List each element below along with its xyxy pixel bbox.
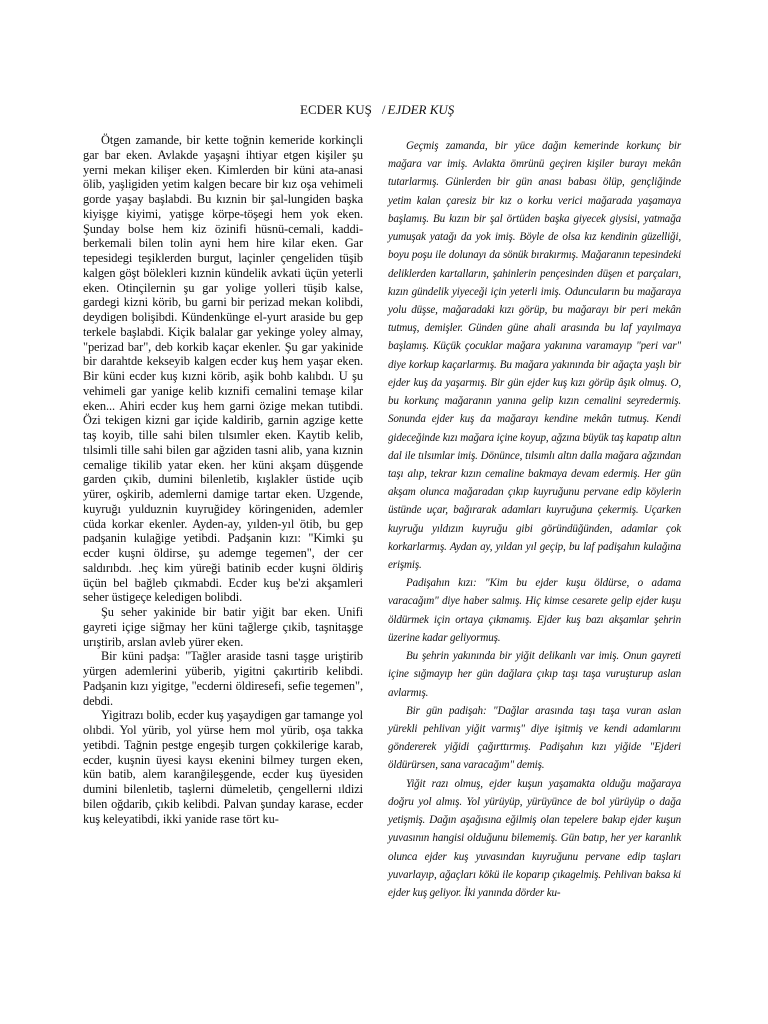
left-paragraph: Ötgen zamande, bir kette toğnin kemeride korkinçli gar bar eken. Avlakde yaşaşni ihtiyar etgen kişiler şu yerni mekan kilişer eken. Kimlerden bir küni ata-anasi ölib, yaşligiden yetim kalgen becare bir kız oşa vehimeli gorde yaşay başlabdi. Bu kıznin bir şal-lungiden başka kiyişge kiyimi, yatişge körpe-töşegi hem yok eken. Şunday bolse hem kiz özinifi hüsnü-cemali, kaddi-berkemali bilen tolin ayni hem hire kilar eken. Gar tepesidegi teşiklerden burgut, laçinler çengeliden tüşib kalgen göşt bölekleri kıznin kündelik avkati üçün yeterli eken. Otinçilernin şu gar yolige yolleri tüşib kalse, gardegi kizni körib, bu garni bir perizad mekan kolibdi, deydigen bolişibdi. Kündenkünge el-yurt araside bu gep terkele başlabdi. Kiçik balalar gar yekinge yoley almay, "perizad bar", deb korkib kaçar ekenler. Şu gar yakinide bir darahtde kekseyib kalgen ecder kuş hem yaşar eken. Bir küni ecder kuş kızni körib, aşik bohb kalıbdı. U şu vehimeli gar yanige kelib kıznifi cemalini temaşe kilar eken... Ahiri ecder kuş hem garni özige mekan tutibdi. Özi tekigen kizni gar içide kaldirib, garnin agzige kette taş koyib, tille sahi bilen tılsımler eken. Kaytib kelib, tılsimli tille sahi bilen gar ağziden tasni alib, yana kıznin cemalige tikilib yatar eken. her küni akşam düşgende garden çıkib, dumini bilenletib, kışlakler üstide uçib yürer, oşkirib, ademlerni damige tartar eken. Uzgende, kuyruğı yulduznin kuyruğidey köringeniden, ademler cüda korkar ekenler. Ayden-ay, yılden-yıl ötib, bu gep padşanin kulağige yetibdi. Padşanin kızı: "Kimki şu ecder kuşni öldirse, şu ademge tegemen", der cer saldırıbdı. .heç kim yüreği batinib ecder kuşni öldiriş üçün bel bağleb çıkmabdi. Ecder kuş be'zi akşamleri seher üstigeçe keledigen bolibdi. xyxy=(83,133,363,605)
left-title: ECDER KUŞ xyxy=(300,102,372,117)
page-header xyxy=(300,102,560,118)
left-paragraph: Bir küni padşa: "Tağler araside tasni taşge uriştirib yürgen ademlerini yüberib, yigitni çakırtirib kelibdi. Padşanin kızı yigitge, "ecderni öldiresefi, sefie tegemen", debdi. xyxy=(83,649,363,708)
right-paragraph: Padişahın kızı: "Kim bu ejder kuşu öldürse, o adama varacağım" diye haber salmış. Hiç kimse cesarete gelip ejder kuşu öldürmek için ortaya çıkmamış. Ejder kuş bazı akşamlar şehrin üzerine kadar geliyormuş. xyxy=(388,577,681,644)
right-title: EJDER KUŞ xyxy=(387,102,455,117)
right-paragraph: Bir gün padişah: "Dağlar arasında taşı taşa vuran aslan yürekli pehlivan yiğit varmış" diye işitmiş ve kendi adamlarını göndererek yiğidi çağırttırmış. Padişahın kızı yiğide "Ejderi öldürürsen, sana varacağım" demiş. xyxy=(388,704,681,772)
left-column-uyghur-text xyxy=(83,133,363,826)
title-separator: / xyxy=(381,102,386,117)
right-column-turkish-text xyxy=(388,137,681,902)
right-paragraph: Bu şehrin yakınında bir yiğit delikanlı var imiş. Onun gayreti içine sığmayıp her gün dağlara çıkıp taşı taşa vuruşturup aslan avlarmış. xyxy=(388,650,681,699)
left-paragraph: Yigitrazı bolib, ecder kuş yaşaydigen gar tamange yol olıbdi. Yol yürib, yol yürse hem mol yürib, oşa takka yetibdi. Tağnin pestge engeşib turgen çokkilerige karab, ecder, kuşnin üyesi kaysı ekenini bilmey turgen eken, kün batib, alem karanğileşgende, ecder kuş üyesiden dumini bilenletib, taşlerni dümeletib, çengellerni ıldizi bilen oğdarib, çıkib kelibdi. Palvan şunday karase, ecder kuş keleyatibdi, ikki yanide rase tört ku- xyxy=(83,708,363,826)
right-paragraph: Geçmiş zamanda, bir yüce dağın kemerinde korkunç bir mağara var imiş. Avlakta ömrünü geçiren kişiler burayı mekân tutarlarmış. Günlerden bir gün anası babası ölüp, gençliğinde yetim kalan çaresiz bir kız o korku verici mağarada yaşamaya başlamış. Bu kızın bir şal örtüden başka giyecek giysisi, yatmağa yumuşak yatağı da yok imiş. Böyle de olsa kız kendinin güzelliği, boyu poşu ile dolunayı da sönük bırakırmış. Mağaranın tepesindeki deliklerden kartalların, şahinlerin pençesinden düşen et parçaları, kızın gündelik yiyeceği için yeterli imiş. Oduncuların bu mağaraya yolu düşse, mağaradaki kızı görüp, bu mağarayı bir peri mekân tutmuş, demişler. Günden güne ahali arasında bu laf yayılmaya başlamış. Küçük çocuklar mağara yakınına varamayıp "peri var" diye korkup kaçarlarmış. Bu mağara yakınında bir ağaçta yaşlı bir ejder kuş da yaşarmış. Bir gün ejder kuş kızı görüp âşık olmuş. O, bu korkunç mağaranın yanına gelip kızın cemalini seyredermiş. Sonunda ejder kuş da mağarayı kendine mekân tutmuş. Kendi gideceğinde kızı mağara içine koyup, ağzına büyük taş kapatıp altın dal ile tılsımlar imiş. Dönünce, tılsımlı altın dalla mağara ağzından taşı alıp, tekrar kızın cemaline bakmaya devam edermiş. Her gün akşam olunca mağaradan çıkıp kuyruğunu pervane edip köylerin üstünde uçar, bağırarak adamları kuyruğuna çekermiş. Uçarken kuyruğu yıldızın kuyruğu gibi göründüğünden, adamlar çok korkarlarmış. Aydan ay, yıldan yıl geçip, bu laf padişahın kulağına erişmiş. xyxy=(388,140,681,572)
right-paragraph: Yiğit razı olmuş, ejder kuşun yaşamakta olduğu mağaraya doğru yol almış. Yol yürüyüp, yürüyünce de bol yürüyüp o dağa yetişmiş. Dağın aşağısına eğilmiş olan tepelere bakıp ejder kuşun yuvasının hangisi olduğunu bilememiş. Gün batıp, her yer karanlık olunca ejder kuş yuvasından kuyruğunu pervane edip taşları yuvarlayıp, ağaçları kökü ile koparıp çıkagelmiş. Pehlivan baksa ki ejder kuş geliyor. İki yanında dörder ku- xyxy=(388,777,681,899)
left-paragraph: Şu seher yakinide bir batir yiğit bar eken. Unifi gayreti içige siğmay her küni tağlerge çıkib, taşnitaşge urıştirib, arslan avleb yürer eken. xyxy=(83,605,363,649)
